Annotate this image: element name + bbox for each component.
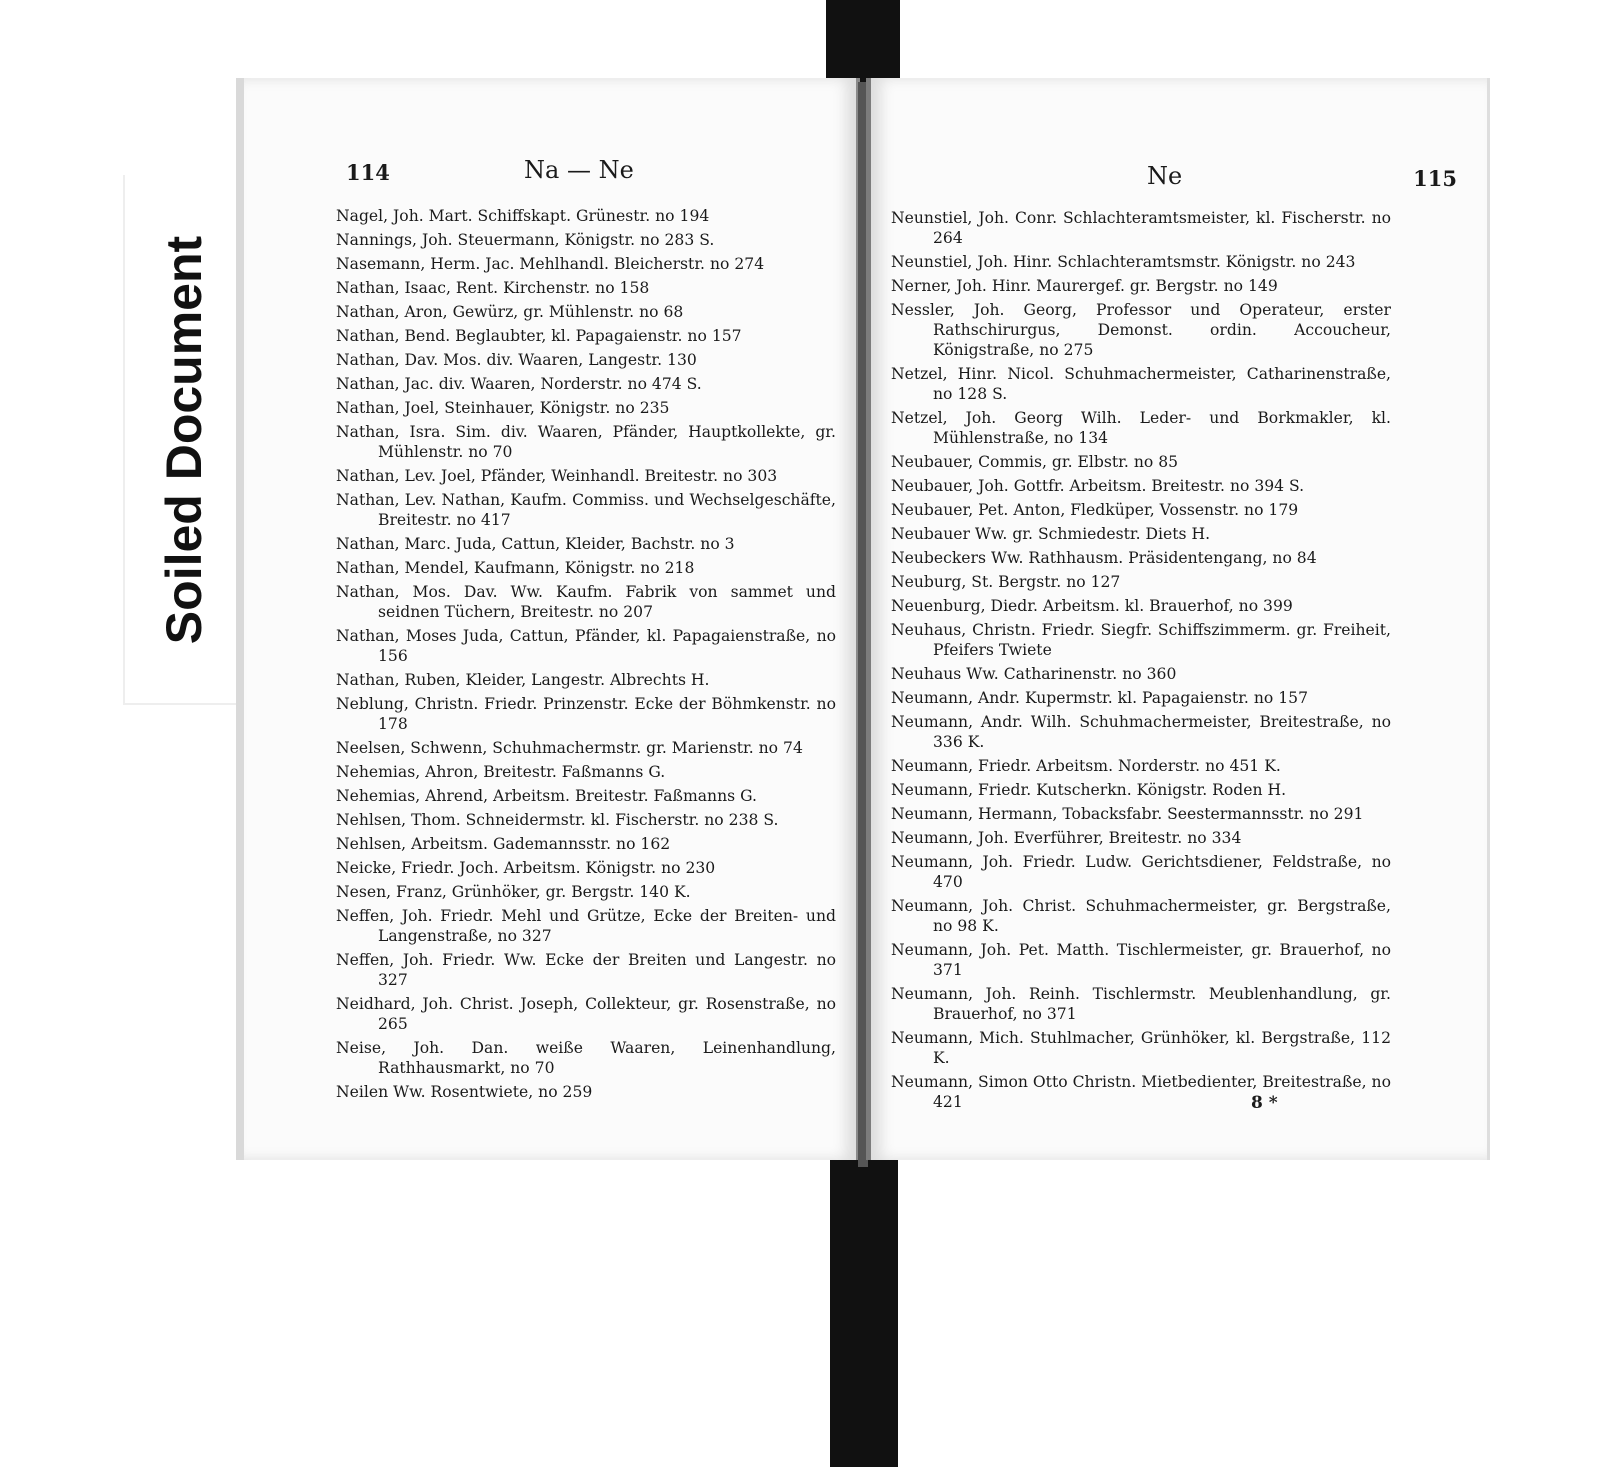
page-number: 114: [346, 160, 390, 185]
directory-entry: Nathan, Lev. Joel, Pfänder, Weinhandl. Breitestr. no 303: [336, 467, 778, 485]
directory-entry: Neubauer Ww. gr. Schmiedestr. Diets H.: [891, 525, 1211, 543]
directory-entry: Nannings, Joh. Steuermann, Königstr. no 283 S.: [336, 231, 715, 249]
directory-entry: Neumann, Hermann, Tobacksfabr. Seestermannsstr. no 291: [891, 805, 1364, 823]
directory-entry: Neuburg, St. Bergstr. no 127: [891, 573, 1121, 591]
entry-list: [336, 206, 836, 1106]
running-head: Ne: [1147, 162, 1183, 190]
directory-entry: Nathan, Ruben, Kleider, Langestr. Albrechts H.: [336, 671, 710, 689]
directory-entry: Nathan, Lev. Nathan, Kaufm. Commiss. und Wechselgeschäfte, Breitestr. no 417: [336, 491, 836, 529]
directory-entry: Neumann, Joh. Christ. Schuhmachermeister, gr. Bergstraße, no 98 K.: [891, 897, 1391, 935]
directory-entry: Neumann, Joh. Everführer, Breitestr. no 334: [891, 829, 1242, 847]
directory-entry: Netzel, Hinr. Nicol. Schuhmachermeister, Catharinenstraße, no 128 S.: [891, 365, 1391, 403]
directory-entry: Nehlsen, Thom. Schneidermstr. kl. Fischerstr. no 238 S.: [336, 811, 779, 829]
left-page: [236, 78, 860, 1160]
directory-entry: Netzel, Joh. Georg Wilh. Leder- und Borkmakler, kl. Mühlenstraße, no 134: [891, 409, 1391, 447]
directory-entry: Nagel, Joh. Mart. Schiffskapt. Grünestr. no 194: [336, 207, 710, 225]
directory-entry: Neunstiel, Joh. Conr. Schlachteramtsmeister, kl. Fischerstr. no 264: [891, 209, 1391, 247]
directory-entry: Neilen Ww. Rosentwiete, no 259: [336, 1083, 593, 1101]
signature-mark: 8 *: [1251, 1093, 1278, 1113]
entry-list: [891, 208, 1391, 1116]
directory-entry: Neidhard, Joh. Christ. Joseph, Collekteur, gr. Rosenstraße, no 265: [336, 995, 836, 1033]
directory-entry: Nerner, Joh. Hinr. Maurergef. gr. Bergstr. no 149: [891, 277, 1278, 295]
directory-entry: Neumann, Andr. Wilh. Schuhmachermeister, Breitestraße, no 336 K.: [891, 713, 1391, 751]
directory-entry: Neblung, Christn. Friedr. Prinzenstr. Ecke der Böhmkenstr. no 178: [336, 695, 836, 733]
soiled-document-stamp: [123, 175, 241, 705]
directory-entry: Neuhaus, Christn. Friedr. Siegfr. Schiffszimmerm. gr. Freiheit, Pfeifers Twiete: [891, 621, 1391, 659]
directory-entry: Neumann, Simon Otto Christn. Mietbedienter, Breitestraße, no 421: [891, 1073, 1391, 1111]
directory-entry: Nathan, Bend. Beglaubter, kl. Papagaienstr. no 157: [336, 327, 742, 345]
directory-entry: Nathan, Marc. Juda, Cattun, Kleider, Bachstr. no 3: [336, 535, 735, 553]
directory-entry: Nathan, Isra. Sim. div. Waaren, Pfänder, Hauptkollekte, gr. Mühlenstr. no 70: [336, 423, 836, 461]
directory-entry: Neumann, Friedr. Kutscherkn. Königstr. Roden H.: [891, 781, 1287, 799]
directory-entry: Nehlsen, Arbeitsm. Gademannsstr. no 162: [336, 835, 671, 853]
page-number: 115: [1413, 166, 1457, 191]
directory-entry: Neumann, Joh. Reinh. Tischlermstr. Meublenhandlung, gr. Brauerhof, no 371: [891, 985, 1391, 1023]
directory-entry: Neubeckers Ww. Rathhausm. Präsidentengang, no 84: [891, 549, 1317, 567]
running-head: Na — Ne: [524, 156, 634, 184]
directory-entry: Nathan, Jac. div. Waaren, Norderstr. no 474 S.: [336, 375, 702, 393]
directory-entry: Nathan, Moses Juda, Cattun, Pfänder, kl. Papagaienstraße, no 156: [336, 627, 836, 665]
directory-entry: Nathan, Mos. Dav. Ww. Kaufm. Fabrik von sammet und seidnen Tüchern, Breitestr. no 207: [336, 583, 836, 621]
directory-entry: Neffen, Joh. Friedr. Mehl und Grütze, Ecke der Breiten- und Langenstraße, no 327: [336, 907, 836, 945]
directory-entry: Nehemias, Ahron, Breitestr. Faßmanns G.: [336, 763, 666, 781]
directory-entry: Nehemias, Ahrend, Arbeitsm. Breitestr. Faßmanns G.: [336, 787, 757, 805]
directory-entry: Neumann, Joh. Pet. Matth. Tischlermeister, gr. Brauerhof, no 371: [891, 941, 1391, 979]
book-spine-top: [826, 0, 900, 88]
directory-entry: Neuhaus Ww. Catharinenstr. no 360: [891, 665, 1177, 683]
directory-entry: Nathan, Mendel, Kaufmann, Königstr. no 218: [336, 559, 695, 577]
directory-entry: Nathan, Isaac, Rent. Kirchenstr. no 158: [336, 279, 650, 297]
book-spine-bottom: [830, 1160, 898, 1467]
directory-entry: Neicke, Friedr. Joch. Arbeitsm. Königstr. no 230: [336, 859, 716, 877]
directory-entry: Nasemann, Herm. Jac. Mehlhandl. Bleicherstr. no 274: [336, 255, 765, 273]
directory-entry: Neubauer, Pet. Anton, Fledküper, Vossenstr. no 179: [891, 501, 1299, 519]
directory-entry: Nessler, Joh. Georg, Professor und Operateur, erster Rathschirurgus, Demonst. ordin. Accoucheur, Königstraße, no 275: [891, 301, 1391, 359]
right-page: [866, 78, 1490, 1160]
directory-entry: Neubauer, Joh. Gottfr. Arbeitsm. Breitestr. no 394 S.: [891, 477, 1305, 495]
directory-entry: Nathan, Dav. Mos. div. Waaren, Langestr. 130: [336, 351, 697, 369]
directory-entry: Neumann, Mich. Stuhlmacher, Grünhöker, kl. Bergstraße, 112 K.: [891, 1029, 1391, 1067]
directory-entry: Neunstiel, Joh. Hinr. Schlachteramtsmstr. Königstr. no 243: [891, 253, 1356, 271]
directory-entry: Nesen, Franz, Grünhöker, gr. Bergstr. 140 K.: [336, 883, 691, 901]
directory-entry: Neumann, Friedr. Arbeitsm. Norderstr. no 451 K.: [891, 757, 1281, 775]
directory-entry: Nathan, Joel, Steinhauer, Königstr. no 235: [336, 399, 670, 417]
directory-entry: Nathan, Aron, Gewürz, gr. Mühlenstr. no 68: [336, 303, 684, 321]
directory-entry: Neubauer, Commis, gr. Elbstr. no 85: [891, 453, 1179, 471]
directory-entry: Neise, Joh. Dan. weiße Waaren, Leinenhandlung, Rathhausmarkt, no 70: [336, 1039, 836, 1077]
stamp-label: Soiled Document: [156, 235, 212, 645]
directory-entry: Neelsen, Schwenn, Schuhmachermstr. gr. Marienstr. no 74: [336, 739, 803, 757]
directory-entry: Neumann, Andr. Kupermstr. kl. Papagaienstr. no 157: [891, 689, 1308, 707]
directory-entry: Neumann, Joh. Friedr. Ludw. Gerichtsdiener, Feldstraße, no 470: [891, 853, 1391, 891]
directory-entry: Neuenburg, Diedr. Arbeitsm. kl. Brauerhof, no 399: [891, 597, 1293, 615]
directory-entry: Neffen, Joh. Friedr. Ww. Ecke der Breiten und Langestr. no 327: [336, 951, 836, 989]
